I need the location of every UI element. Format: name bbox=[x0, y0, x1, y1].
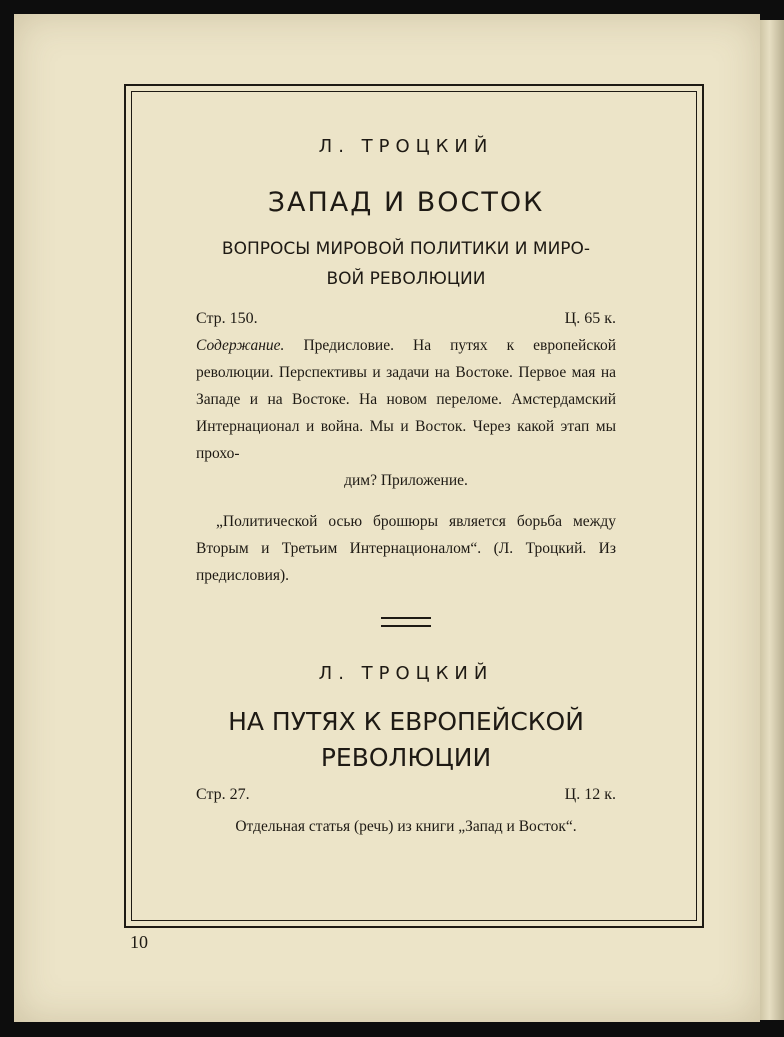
book-spine bbox=[760, 20, 784, 1020]
book1-contents-label: Содержание. bbox=[196, 337, 285, 354]
book2-pages: Стр. 27. bbox=[196, 786, 250, 803]
section-divider bbox=[381, 617, 431, 627]
book1-subtitle bbox=[196, 234, 616, 294]
ad-content bbox=[196, 136, 616, 836]
book1-contents-text: Предисловие. На путях к европейской революции. Перспективы и задачи на Востоке. Первое мая на Западе и на Востоке. На новом переломе. Амстердамский Интернационал и война. Мы и Восток. Через какой этап мы прохо- bbox=[196, 337, 617, 462]
book1-price: Ц. 65 к. bbox=[564, 310, 616, 327]
book2-price-row bbox=[196, 786, 616, 804]
book1-price-row bbox=[196, 310, 616, 328]
book2-title-line2: РЕВОЛЮЦИИ bbox=[320, 743, 492, 772]
book1-subtitle-line2: ВОЙ РЕВОЛЮЦИИ bbox=[326, 269, 486, 289]
book1-quote: „Политической осью брошюры является борьба между Вторым и Третьим Интернационалом“. (Л. Троцкий. Из предисловия). bbox=[196, 513, 616, 584]
book1-contents-last: дим? Приложение. bbox=[344, 472, 468, 489]
page-number: 10 bbox=[130, 932, 148, 952]
book2-title bbox=[196, 704, 616, 776]
ad-frame bbox=[124, 84, 704, 928]
book1-title: ЗАПАД И ВОСТОК bbox=[267, 187, 545, 218]
book2-price: Ц. 12 к. bbox=[564, 786, 616, 803]
book1-pages: Стр. 150. bbox=[196, 310, 258, 327]
book2-title-line1: НА ПУТЯХ К ЕВРОПЕЙСКОЙ bbox=[228, 707, 584, 736]
book2-note: Отдельная статья (речь) из книги „Запад и Восток“. bbox=[235, 818, 577, 835]
book1-contents bbox=[196, 332, 616, 494]
book1-subtitle-line1: ВОПРОСЫ МИРОВОЙ ПОЛИТИКИ И МИРО- bbox=[221, 239, 591, 259]
book2-author: Л. ТРОЦКИЙ bbox=[318, 663, 494, 684]
book1-author: Л. ТРОЦКИЙ bbox=[318, 136, 494, 157]
book-page bbox=[14, 14, 760, 1022]
